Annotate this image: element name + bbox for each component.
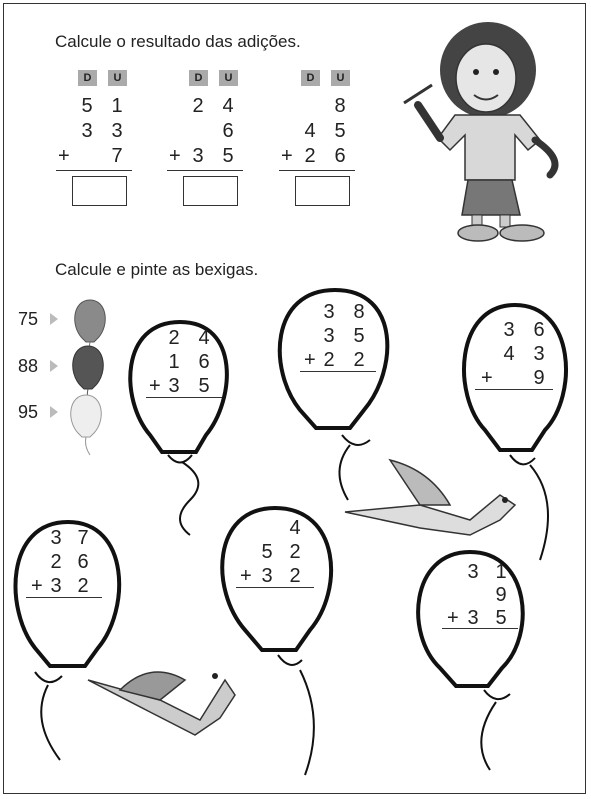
digit: 2	[323, 349, 335, 371]
digit: 3	[503, 319, 515, 341]
digit: 6	[334, 145, 346, 167]
digit: 4	[304, 120, 316, 142]
digit: 5	[81, 95, 93, 117]
digit: 3	[192, 145, 204, 167]
units-header: U	[219, 70, 238, 86]
digit: 2	[50, 551, 62, 573]
units-header: U	[108, 70, 127, 86]
digit: 8	[353, 301, 365, 323]
section1-title: Calcule o resultado das adições.	[55, 32, 301, 51]
balloon-outline-4	[16, 522, 120, 760]
sum-line	[475, 389, 553, 390]
digit: 3	[533, 343, 545, 365]
digit: 3	[50, 527, 62, 549]
digit: 2	[168, 327, 180, 349]
digit: 9	[495, 584, 507, 606]
plus-sign: +	[149, 375, 161, 397]
digit: 3	[467, 561, 479, 583]
digit: 3	[467, 607, 479, 629]
digit: 6	[222, 120, 234, 142]
sum-line	[442, 628, 518, 629]
plus-sign: +	[58, 145, 70, 167]
digit: 4	[503, 343, 515, 365]
digit: 2	[77, 575, 89, 597]
digit: 4	[222, 95, 234, 117]
digit: 2	[353, 349, 365, 371]
legend-value: 95	[18, 402, 39, 422]
digit: 3	[111, 120, 123, 142]
digit: 3	[168, 375, 180, 397]
digit: 3	[81, 120, 93, 142]
legend-value: 88	[18, 356, 39, 376]
legend-value: 75	[18, 309, 39, 329]
plus-sign: +	[281, 145, 293, 167]
sum-line	[300, 371, 376, 372]
digit: 2	[289, 541, 301, 563]
bird-illustration-1	[345, 460, 515, 535]
tens-header: D	[189, 70, 208, 86]
digit: 3	[261, 565, 273, 587]
plus-sign: +	[240, 565, 252, 587]
digit: 5	[222, 145, 234, 167]
bird-illustration-2	[88, 672, 235, 735]
plus-sign: +	[447, 607, 459, 629]
digit: 1	[168, 351, 180, 373]
digit: 5	[334, 120, 346, 142]
section2-title: Calcule e pinte as bexigas.	[55, 260, 259, 279]
legend-balloon-88	[73, 346, 104, 402]
digit: 4	[289, 517, 301, 539]
tens-header: D	[78, 70, 97, 86]
digit: 9	[533, 367, 545, 389]
digit: 5	[261, 541, 273, 563]
digit: 3	[323, 301, 335, 323]
digit: 8	[334, 95, 346, 117]
digit: 6	[533, 319, 545, 341]
sum-line	[146, 397, 222, 398]
units-header: U	[331, 70, 350, 86]
digit: 7	[77, 527, 89, 549]
digit: 2	[304, 145, 316, 167]
digit: 1	[495, 561, 507, 583]
plus-sign: +	[31, 575, 43, 597]
sum-line	[236, 587, 314, 588]
legend-balloon-95	[71, 395, 102, 455]
digit: 1	[111, 95, 123, 117]
digit: 5	[353, 325, 365, 347]
digit: 3	[323, 325, 335, 347]
plus-sign: +	[169, 145, 181, 167]
digit: 2	[289, 565, 301, 587]
digit: 2	[192, 95, 204, 117]
digit: 6	[77, 551, 89, 573]
plus-sign: +	[481, 367, 493, 389]
digit: 5	[198, 375, 210, 397]
digit: 3	[50, 575, 62, 597]
digit: 4	[198, 327, 210, 349]
digit: 5	[495, 607, 507, 629]
tens-header: D	[301, 70, 320, 86]
sum-line	[26, 597, 102, 598]
digit: 7	[111, 145, 123, 167]
plus-sign: +	[304, 349, 316, 371]
digit: 6	[198, 351, 210, 373]
